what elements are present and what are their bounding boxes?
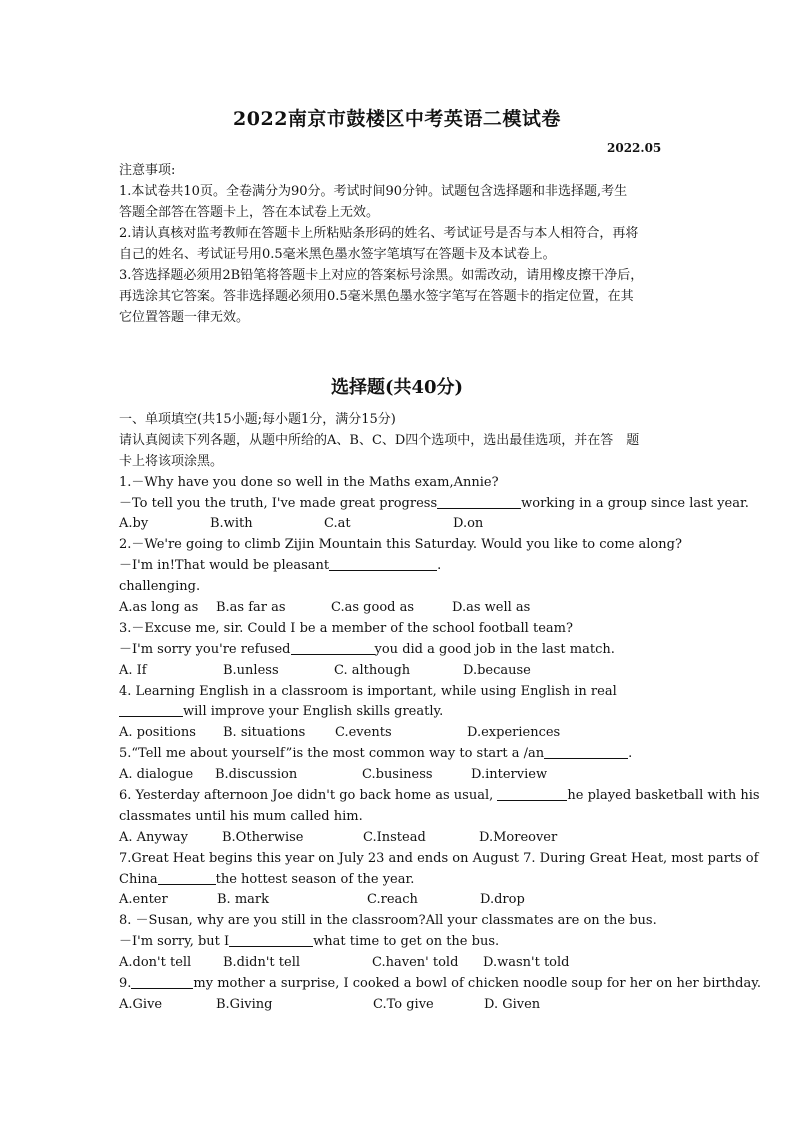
question-3 [119, 619, 681, 682]
option-a: A.enter [119, 892, 168, 908]
question-text: the hottest season of the year. [215, 871, 415, 887]
question-text: what time to get on the bus. [313, 934, 500, 950]
options-row [119, 765, 681, 786]
question-9 [119, 974, 761, 1016]
option-b: B.discussion [215, 767, 298, 783]
question-text: you did a good job in the last match. [374, 641, 615, 657]
question-4 [119, 682, 681, 745]
question-text: －I'm sorry, but I [119, 934, 230, 950]
answer-blank [329, 556, 437, 571]
question-text: －I'm in!That would be pleasant [119, 558, 330, 574]
option-c: C.at [324, 516, 351, 532]
question-text: will improve your English skills greatly. [183, 704, 444, 720]
question-text: 4. Learning English in a classroom is important, while using English in real [119, 683, 617, 699]
option-c: C.reach [367, 892, 418, 908]
option-b: B.unless [223, 662, 279, 678]
options-row [119, 723, 681, 744]
option-d: D. Given [484, 996, 541, 1012]
question-text: 1.－Why have you done so well in the Maths exam,Annie? [119, 474, 499, 490]
option-d: D.experiences [467, 725, 561, 741]
option-a: A. If [119, 662, 147, 678]
question-text: 8. －Susan, why are you still in the classroom?All your classmates are on the bus. [119, 913, 657, 929]
question-text-line [119, 535, 681, 556]
question-5 [119, 744, 681, 786]
question-text-line [119, 640, 681, 661]
part-heading: 一、单项填空(共15小题;每小题1分，满分15分) [119, 412, 396, 427]
question-text-line [119, 870, 681, 891]
question-1 [119, 473, 749, 536]
option-a: A.Give [119, 996, 163, 1012]
option-d: D.on [453, 516, 484, 532]
question-text: classmates until his mum called him. [119, 808, 363, 824]
instruction-line: 卡上将该项涂黑。 [119, 453, 224, 469]
question-text: China [119, 871, 158, 887]
question-text: 3.－Excuse me, sir. Could I be a member of the school football team? [119, 620, 573, 636]
question-text-line [119, 932, 681, 953]
notes-line: 1.本试卷共10页。全卷满分为90分。考试时间90分钟。试题包含选择题和非选择题,考生 [119, 184, 628, 199]
option-b: B. mark [217, 892, 269, 908]
question-text: challenging. [119, 579, 201, 595]
exam-title: 2022南京市鼓楼区中考英语二模试卷 [233, 108, 561, 130]
answer-blank [119, 702, 183, 717]
options-row [119, 953, 681, 974]
option-d: D.Moreover [479, 829, 558, 845]
question-text-line [119, 494, 749, 515]
question-text: 2.－We're going to climb Zijin Mountain this Saturday. Would you like to come along? [119, 537, 682, 553]
question-8 [119, 911, 681, 974]
option-b: B.as far as [216, 600, 286, 616]
notes-block [119, 160, 681, 328]
notes-line: 自己的姓名、考试证号用0.5毫米黑色墨水签字笔填写在答题卡及本试卷上。 [119, 247, 556, 262]
question-text-line [119, 682, 681, 703]
option-c: C.as good as [331, 600, 415, 616]
option-a: A. positions [119, 725, 196, 741]
option-a: A. Anyway [119, 829, 188, 845]
question-text: 6. Yesterday afternoon Joe didn't go back home as usual, [119, 788, 498, 804]
answer-blank [437, 494, 521, 509]
question-text-line [119, 786, 760, 807]
section-title: 选择题(共40分) [330, 377, 464, 398]
answer-blank [229, 932, 313, 947]
option-d: D.as well as [452, 600, 531, 616]
notes-line: 3.答选择题必须用2B铅笔将答题卡上对应的答案标号涂黑。如需改动，请用橡皮擦干净后， [119, 268, 644, 283]
answer-blank [158, 870, 216, 885]
question-text: 9. [119, 976, 132, 992]
question-text-line [119, 974, 761, 995]
question-text-line [119, 849, 759, 870]
option-c: C.business [362, 767, 433, 783]
answer-blank [291, 640, 375, 655]
answer-blank [131, 974, 193, 989]
question-text-line [119, 744, 681, 765]
question-text-line [119, 619, 681, 640]
question-text: －To tell you the truth, I've made great progress [119, 495, 438, 511]
option-a: A.as long as [119, 600, 199, 616]
instruction-line: 请认真阅读下列各题，从题中所给的A、B、C、D四个选项中，选出最佳选项，并在答 题 [119, 432, 640, 448]
option-d: D.because [463, 662, 531, 678]
question-text-line [119, 473, 681, 494]
option-a: A.by [119, 516, 149, 532]
options-row [119, 598, 681, 619]
notes-line: 答题全部答在答题卡上，答在本试卷上无效。 [119, 205, 380, 220]
question-text: he played basketball with his [567, 788, 760, 804]
question-text: . [437, 558, 442, 574]
option-c: C.events [335, 725, 392, 741]
question-7 [119, 849, 759, 912]
question-text: my mother a surprise, I cooked a bowl of chicken noodle soup for her on her birthday. [193, 976, 761, 992]
option-b: B.with [210, 516, 253, 532]
option-d: D.drop [480, 892, 525, 908]
question-6 [119, 786, 760, 849]
option-d: D.wasn't told [483, 955, 570, 971]
notes-line: 它位置答题一律无效。 [119, 310, 250, 325]
options-row [119, 828, 681, 849]
options-row [119, 514, 681, 535]
option-b: B.Giving [216, 996, 273, 1012]
question-text-line [119, 702, 681, 723]
option-b: B.didn't tell [223, 955, 301, 971]
question-list [119, 473, 761, 1016]
question-text-line [119, 577, 681, 598]
option-c: C.To give [373, 996, 434, 1012]
question-text-line [119, 911, 681, 932]
option-c: C. although [334, 662, 411, 678]
option-c: C.haven' told [372, 955, 459, 971]
question-text: working in a group since last year. [521, 495, 749, 511]
questions-body [119, 410, 761, 1016]
option-b: B.Otherwise [222, 829, 304, 845]
notes-line: 再选涂其它答案。答非选择题必须用0.5毫米黑色墨水签字笔写在答题卡的指定位置，在其 [119, 289, 634, 304]
question-text: 7.Great Heat begins this year on July 23 and ends on August 7. During Great Heat, most parts of [119, 850, 759, 866]
option-b: B. situations [223, 725, 306, 741]
notes-line: 2.请认真核对监考教师在答题卡上所粘贴条形码的姓名、考试证号是否与本人相符合，再将 [119, 226, 639, 241]
notes-heading: 注意事项: [119, 163, 176, 178]
question-text-line [119, 807, 681, 828]
option-d: D.interview [471, 767, 548, 783]
option-a: A.don't tell [119, 955, 192, 971]
question-text: 5.“Tell me about yourself”is the most common way to start a /an [119, 746, 545, 762]
question-2 [119, 535, 681, 619]
question-text-line [119, 556, 681, 577]
exam-date: 2022.05 [607, 141, 662, 155]
options-row [119, 995, 681, 1016]
options-row [119, 890, 681, 911]
option-a: A. dialogue [119, 767, 194, 783]
option-c: C.Instead [363, 829, 426, 845]
answer-blank [544, 744, 628, 759]
options-row [119, 661, 681, 682]
answer-blank [497, 786, 567, 801]
question-text: －I'm sorry you're refused [119, 641, 291, 657]
question-text: . [628, 746, 633, 762]
